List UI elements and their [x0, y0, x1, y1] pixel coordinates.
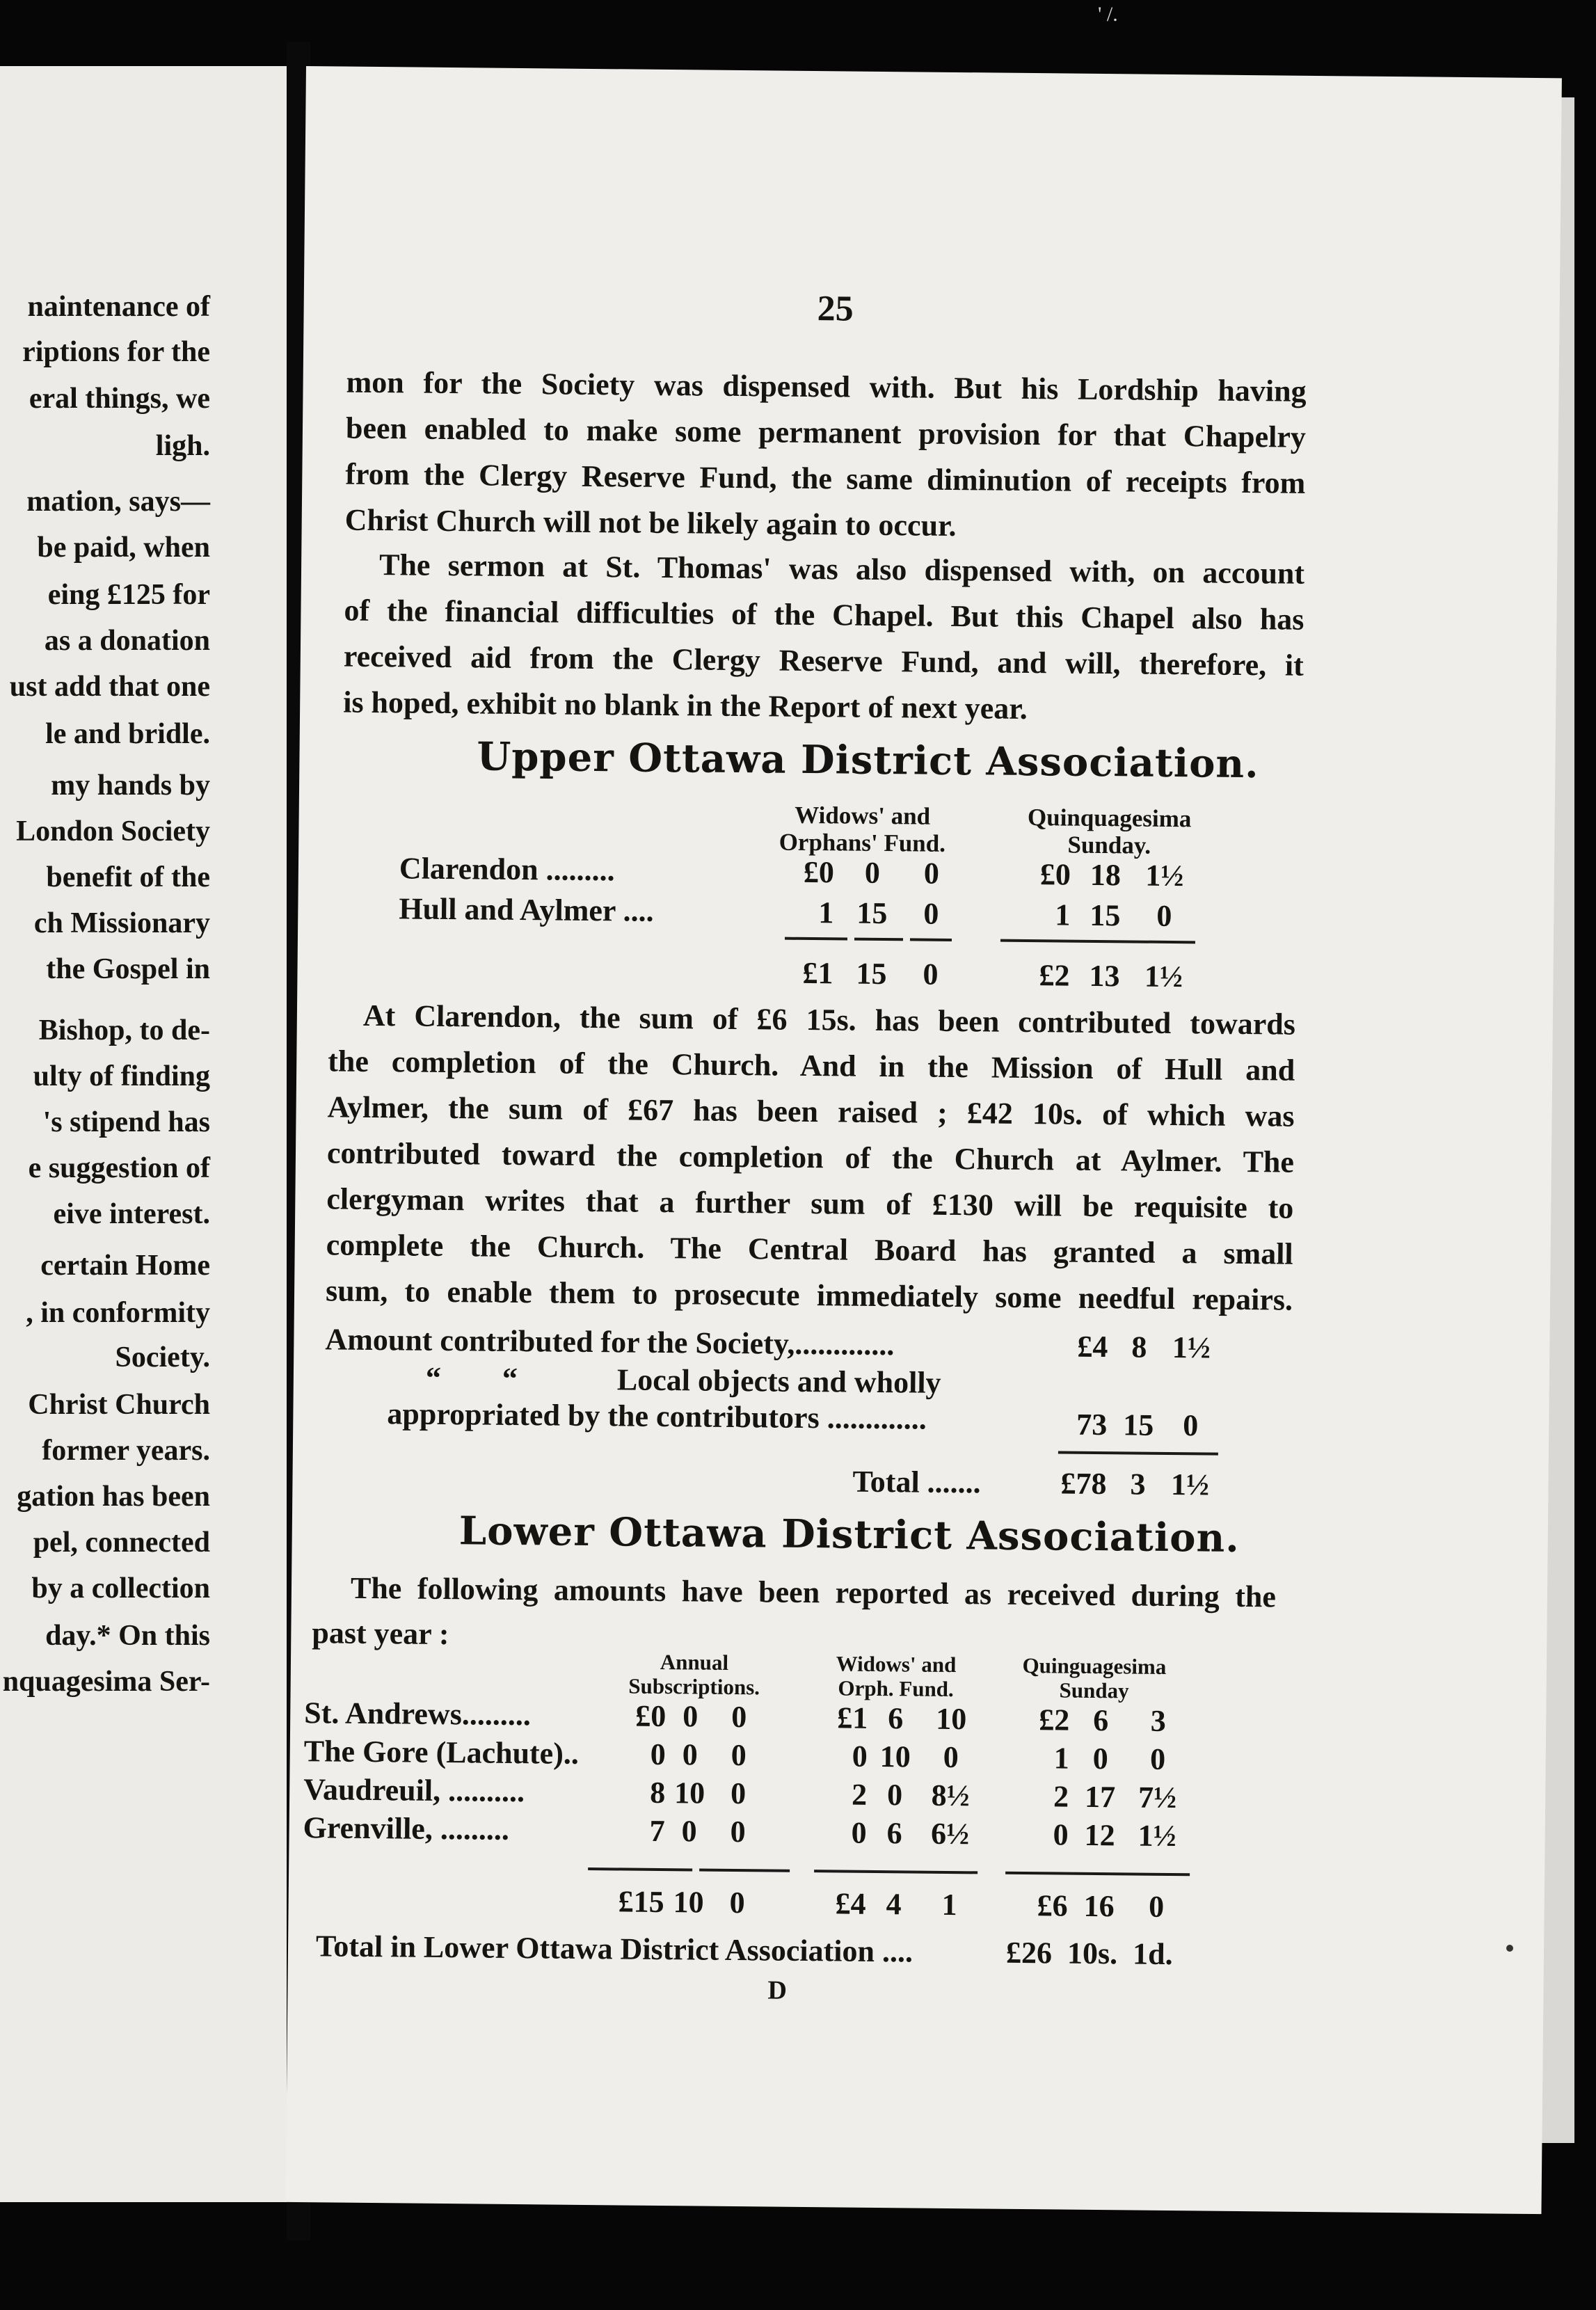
value-pence: 0 [943, 1739, 959, 1775]
total-pounds: £1 [802, 955, 833, 991]
text-line: past year : [312, 1616, 449, 1652]
left-page-line: day.* On this [45, 1620, 210, 1652]
total-shillings: 13 [1089, 958, 1120, 994]
header-line: Sunday. [1067, 831, 1151, 859]
left-page-line: by a collection [31, 1572, 210, 1604]
left-page-line: ligh. [155, 430, 210, 462]
grand-total-value: £26 10s. 1d. [1005, 1935, 1173, 1972]
value-pounds: £1 [837, 1700, 868, 1735]
left-page-line: be paid, when [37, 532, 210, 564]
text-line: sum, to enable them to prosecute immediately some needful repairs. [325, 1273, 1293, 1317]
value-shillings: 12 [1084, 1817, 1115, 1853]
scan-mark: ' /. [1098, 3, 1118, 26]
value-pence: 8½ [931, 1778, 970, 1813]
value-shillings: 10 [673, 1776, 705, 1810]
left-page-line: nquagesima Ser- [2, 1666, 210, 1698]
header-line: Orph. Fund. [838, 1675, 954, 1701]
text-line: clergyman writes that a further sum of £130 will be requisite to [326, 1181, 1294, 1225]
value-shillings: 6 [1092, 1703, 1109, 1738]
left-page-line: , in conformity [26, 1297, 210, 1329]
row-label: St. Andrews......... [304, 1696, 532, 1732]
lower-col3-header [993, 1654, 1195, 1704]
left-page-line: ch Missionary [33, 907, 210, 939]
value-pounds: £0 [635, 1698, 667, 1734]
total-pounds: £4 [835, 1886, 866, 1921]
main-page [286, 66, 1562, 2214]
row-label: Vaudreuil, .......... [303, 1772, 525, 1809]
value-pounds: 1 [1053, 1741, 1069, 1776]
value-shillings: 15 [856, 895, 888, 931]
text-line: the completion of the Church. And in the Mission of Hull and [328, 1044, 1295, 1088]
summary-total-pence: 1½ [1170, 1467, 1210, 1502]
summary-total-label: Total ....... [852, 1464, 981, 1500]
value-pounds: £2 [1038, 1703, 1070, 1737]
summary-total-pounds: £78 [1060, 1466, 1107, 1502]
value-shillings: 0 [1092, 1741, 1108, 1776]
text-line: of the financial difficulties of the Chapel. But this Chapel also has [344, 593, 1304, 637]
left-facing-page [0, 66, 287, 2202]
header-line: Widows' and [836, 1651, 957, 1678]
value-pence: 0 [731, 1737, 747, 1773]
header-line: Quinquagesima [1027, 804, 1192, 833]
value-pounds: 7 [649, 1813, 665, 1849]
value-pounds: 1 [1055, 898, 1071, 932]
value-pounds: 0 [852, 1739, 868, 1774]
total-pounds: £15 [618, 1884, 664, 1920]
value-pounds: 2 [851, 1777, 868, 1812]
summary-pounds: 73 [1076, 1407, 1108, 1442]
header-line: Subscriptions. [628, 1673, 760, 1700]
left-page-line: ulty of finding [33, 1060, 210, 1092]
value-shillings: 0 [864, 855, 881, 890]
text-line: from the Clergy Reserve Fund, the same diminution of receipts from [345, 456, 1306, 500]
text-line: Aylmer, the sum of £67 has been raised ; £42 10s. of which was [327, 1090, 1295, 1133]
row-label: Grenville, ......... [303, 1810, 510, 1847]
sum-rule [854, 938, 903, 941]
left-page-line: naintenance of [27, 291, 210, 323]
text-line: mon for the Society was dispensed with. But his Lordship having [346, 365, 1307, 408]
left-page-line: eive interest. [53, 1198, 210, 1230]
left-page-line: Bishop, to de- [38, 1014, 210, 1046]
total-pence: 0 [923, 957, 939, 991]
value-pounds: 0 [650, 1737, 666, 1772]
upper-ottawa-heading: Upper Ottawa District Association. [477, 733, 1259, 788]
sum-rule [1058, 1451, 1218, 1455]
left-page-line: benefit of the [46, 861, 210, 893]
value-pounds: 0 [851, 1815, 867, 1850]
total-shillings: 10 [673, 1885, 704, 1920]
value-shillings: 0 [682, 1737, 698, 1772]
sum-rule [785, 937, 847, 941]
summary-pence: 1½ [1172, 1330, 1211, 1365]
value-pence: 3 [1150, 1703, 1166, 1738]
value-shillings: 6 [888, 1701, 904, 1736]
value-pounds: £0 [1039, 857, 1071, 892]
value-shillings: 18 [1090, 857, 1122, 893]
header-line: Sunday [1059, 1678, 1129, 1703]
text-line: is hoped, exhibit no blank in the Report of next year. [342, 685, 1028, 726]
value-pence: 10 [936, 1701, 967, 1737]
text-line: complete the Church. The Central Board has granted a small [326, 1227, 1293, 1271]
value-pounds: 1 [818, 895, 834, 930]
left-page-line: eral things, we [29, 383, 210, 415]
left-page-line: Society. [115, 1341, 210, 1373]
left-page-line: the Gospel in [46, 953, 210, 985]
value-shillings: 0 [681, 1814, 697, 1849]
total-pounds: £6 [1037, 1888, 1068, 1923]
left-page-line: e suggestion of [28, 1152, 210, 1184]
value-pence: 0 [730, 1776, 747, 1811]
value-pence: 0 [1156, 898, 1172, 933]
summary-pounds: £4 [1077, 1329, 1108, 1364]
value-shillings: 0 [683, 1699, 699, 1734]
sum-rule [910, 938, 952, 941]
value-pence: 0 [1149, 1742, 1166, 1776]
left-page-line: former years. [42, 1435, 210, 1467]
summary-line: “ “ Local objects and wholly [425, 1360, 941, 1400]
lower-col2-header [805, 1652, 987, 1702]
value-pence: 0 [731, 1699, 747, 1735]
value-pence: 0 [730, 1814, 746, 1849]
left-page-line: mation, says— [26, 486, 210, 518]
row-label: The Gore (Lachute).. [303, 1734, 580, 1771]
header-line: Quinguagesima [1022, 1652, 1167, 1679]
value-pence: 1½ [1145, 858, 1184, 893]
left-page-line: riptions for the [22, 336, 210, 368]
sum-rule [1005, 1872, 1190, 1877]
summary-total-shillings: 3 [1130, 1467, 1146, 1502]
text-line: contributed toward the completion of the Church at Aylmer. The [326, 1136, 1295, 1179]
left-page-line: Christ Church [28, 1389, 210, 1421]
page-number: 25 [817, 289, 854, 329]
left-page-line: le and bridle. [45, 718, 210, 750]
summary-line: Amount contributed for the Society,............. [325, 1322, 895, 1362]
value-shillings: 0 [886, 1778, 903, 1813]
lower-col1-header [604, 1650, 785, 1700]
header-line: Orphans' Fund. [779, 828, 946, 858]
scan-speck [1506, 1945, 1513, 1952]
value-pence: 0 [923, 896, 939, 931]
total-pence: 0 [729, 1885, 745, 1920]
summary-line: appropriated by the contributors ............. [387, 1396, 927, 1436]
left-page-line: my hands by [51, 770, 210, 802]
value-pence: 0 [923, 856, 940, 891]
left-page-line: as a donation [44, 625, 210, 657]
value-pounds: 0 [1053, 1817, 1069, 1852]
left-page-line: pel, connected [33, 1527, 210, 1559]
total-shillings: 15 [856, 956, 887, 991]
text-line: The following amounts have been reported as received during the [350, 1570, 1277, 1614]
lower-ottawa-heading: Lower Ottawa District Association. [458, 1508, 1240, 1561]
total-shillings: 4 [886, 1887, 902, 1922]
value-shillings: 10 [879, 1739, 911, 1774]
value-pence: 7½ [1138, 1780, 1177, 1815]
sum-rule [814, 1870, 977, 1874]
value-shillings: 15 [1090, 898, 1121, 933]
value-pence: 1½ [1138, 1818, 1176, 1854]
left-page-line: London Society [16, 815, 210, 847]
value-shillings: 6 [886, 1816, 902, 1851]
value-shillings: 17 [1084, 1779, 1116, 1815]
text-line: been enabled to make some permanent provision for that Chapelry [345, 411, 1307, 454]
left-page-line: eing £125 for [47, 579, 210, 611]
total-shillings: 16 [1083, 1888, 1115, 1924]
total-pence: 1½ [1144, 959, 1183, 994]
left-page-line: certain Home [40, 1250, 210, 1282]
text-line: The sermon at St. Thomas' was also dispensed with, on account [378, 548, 1305, 591]
row-label: Clarendon ......... [399, 851, 615, 888]
summary-shillings: 8 [1131, 1330, 1147, 1364]
value-pence: 6½ [930, 1816, 970, 1851]
total-pence: 1 [941, 1887, 957, 1922]
total-pounds: £2 [1039, 958, 1070, 993]
header-line: Widows' and [795, 801, 931, 830]
value-pounds: 2 [1053, 1779, 1069, 1814]
sum-rule [588, 1867, 692, 1871]
value-pounds: £0 [803, 854, 835, 890]
text-line: At Clarendon, the sum of £6 15s. has been contributed towards [362, 998, 1296, 1042]
summary-pence: 0 [1183, 1408, 1199, 1443]
sum-rule [1000, 939, 1195, 944]
header-line: Annual [660, 1649, 729, 1675]
signature-mark: D [767, 1975, 788, 2005]
row-label: Hull and Aylmer .... [399, 891, 654, 928]
value-pounds: 8 [649, 1775, 666, 1810]
left-page-line: ust add that one [9, 671, 210, 703]
text-line: received aid from the Clergy Reserve Fund, and will, therefore, it [343, 639, 1304, 683]
upper-col1-header [758, 801, 967, 857]
sum-rule [699, 1869, 790, 1872]
grand-total-label: Total in Lower Ottawa District Association .... [315, 1929, 913, 1969]
text-line: Christ Church will not be likely again to occur. [344, 502, 957, 543]
left-page-line: 's stipend has [42, 1106, 210, 1138]
left-page-line: gation has been [17, 1481, 210, 1513]
total-pence: 0 [1148, 1889, 1165, 1924]
summary-shillings: 15 [1123, 1408, 1154, 1442]
upper-col2-header [994, 804, 1224, 861]
